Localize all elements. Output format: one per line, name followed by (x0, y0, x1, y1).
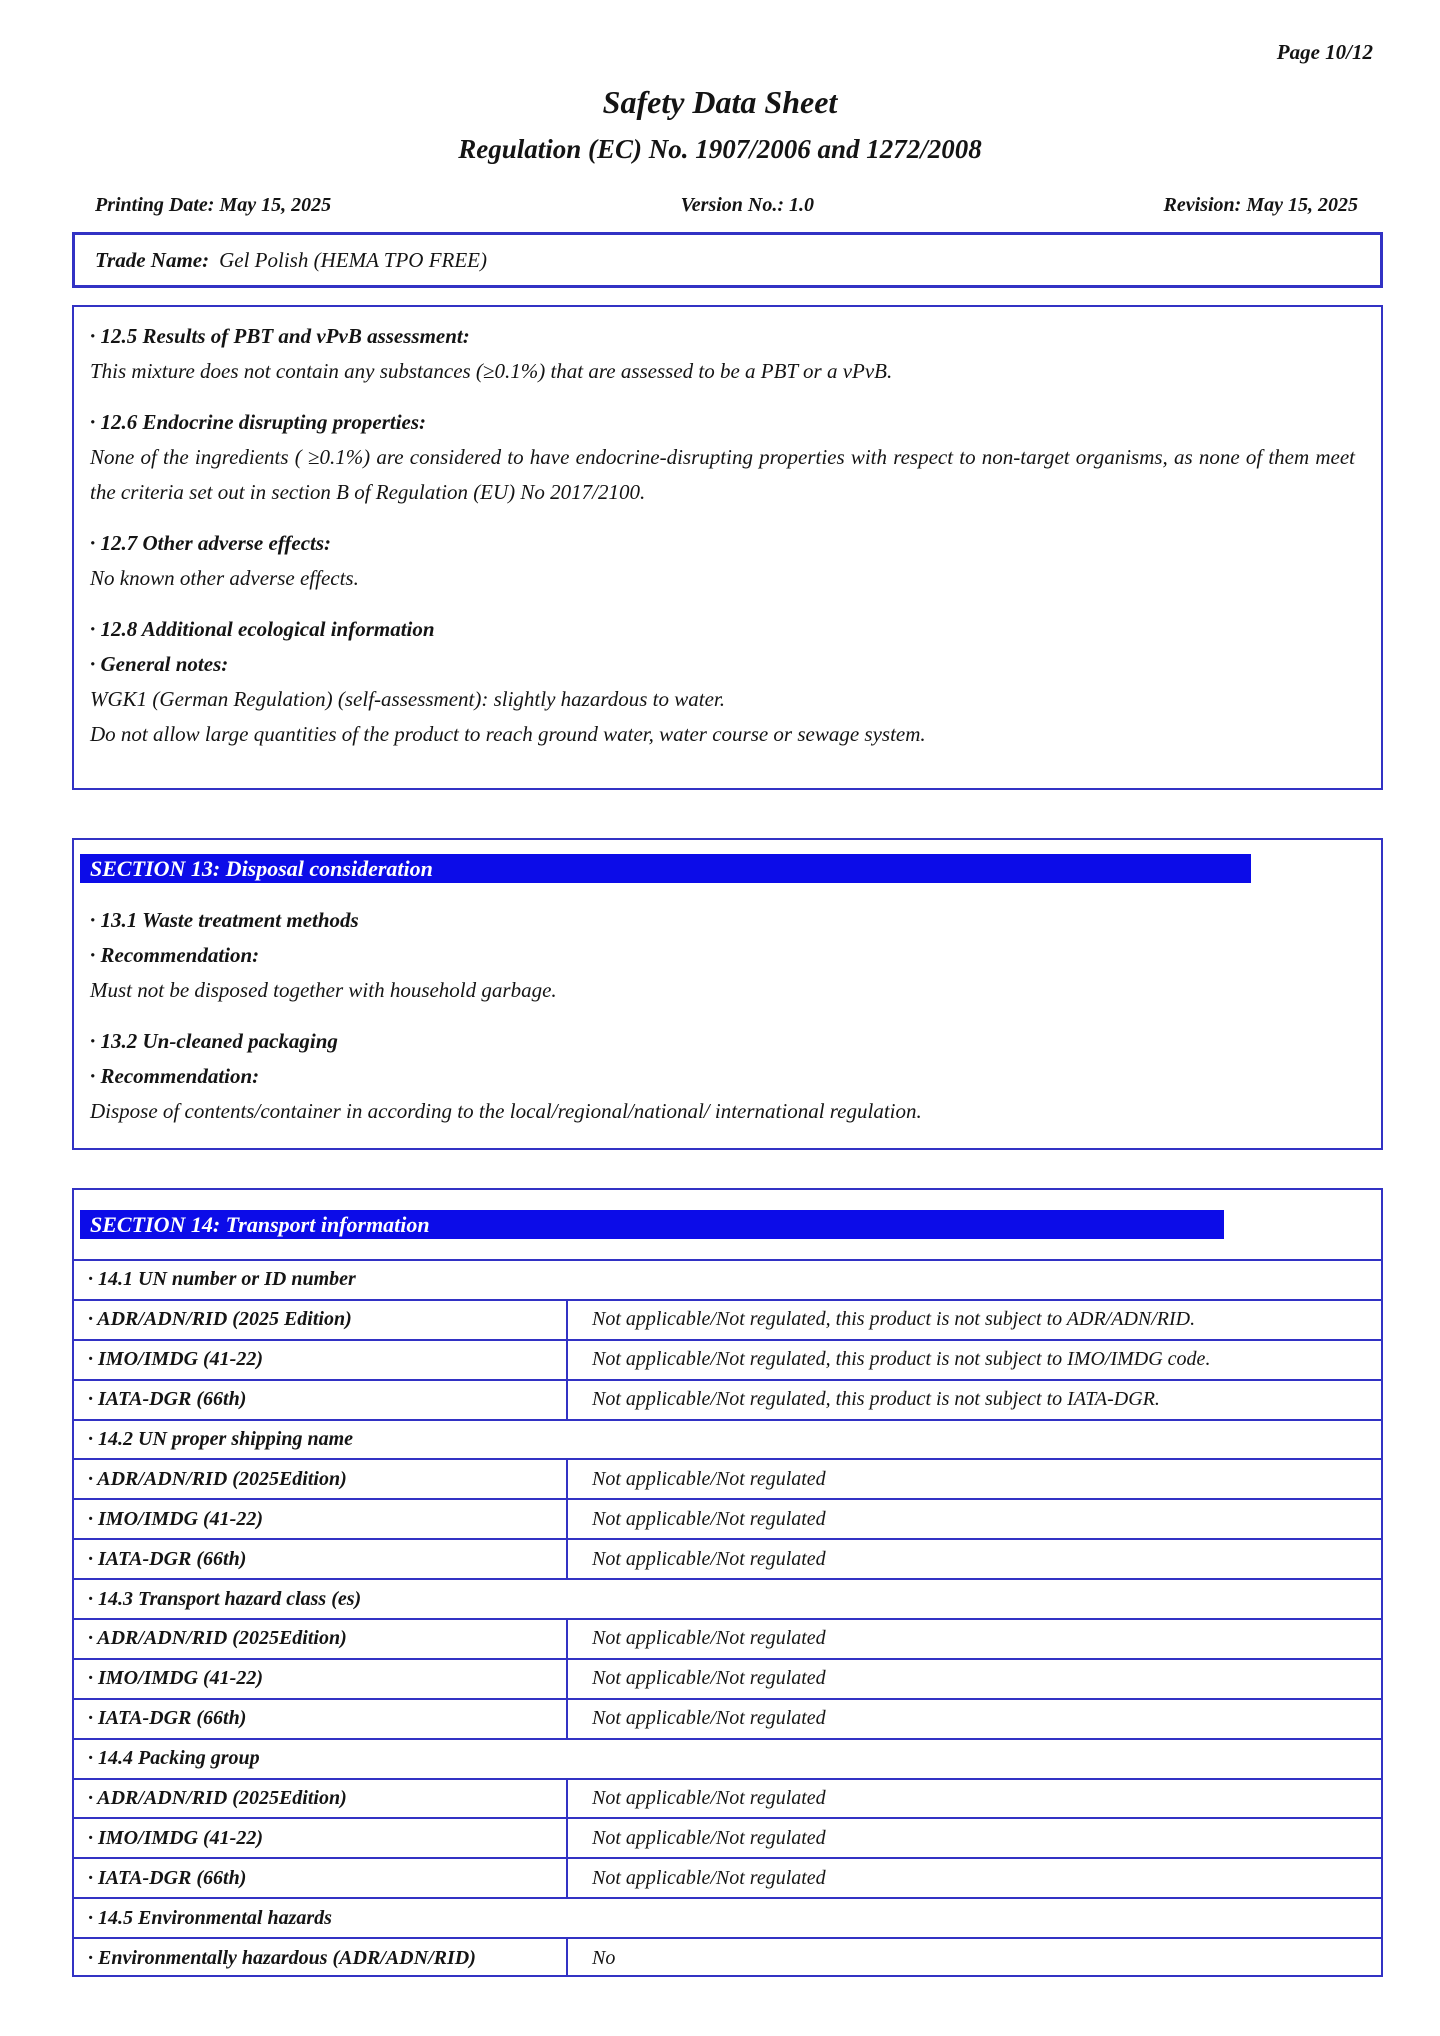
paragraph: None of the ingredients ( ≥0.1%) are considered to have endocrine-disrupting properties with respect to non-target organisms, as none of them meet the criteria set out in section B of Regulation (EU) No 2017/2100. (90, 445, 1355, 504)
row-label: · ADR/ADN/RID (2025Edition) (88, 1467, 347, 1490)
subsection-heading: · General notes: (90, 652, 229, 676)
revision-date: Revision: May 15, 2025 (1163, 194, 1358, 216)
section-13-content (74, 903, 1355, 1129)
subsection-heading: · 12.7 Other adverse effects: (90, 531, 332, 555)
row-label: · IMO/IMDG (41-22) (88, 1667, 263, 1690)
table-row (74, 1540, 1381, 1580)
paragraph: Do not allow large quantities of the product to reach ground water, water course or sewage system. (90, 722, 926, 746)
version-number: Version No.: 1.0 (680, 194, 815, 216)
transport-table (74, 1259, 1381, 1977)
table-row (74, 1859, 1381, 1899)
subsection-heading: · Recommendation: (90, 1064, 260, 1088)
row-value: Not applicable/Not regulated, this product is not subject to IMO/IMDG code. (566, 1341, 1381, 1379)
page-number: Page 10/12 (1276, 40, 1373, 64)
table-row (74, 1660, 1381, 1700)
subsection-heading: · 13.2 Un-cleaned packaging (90, 1029, 338, 1053)
row-value: No (566, 1939, 1381, 1977)
row-label: · IATA-DGR (66th) (88, 1388, 247, 1411)
printing-date: Printing Date: May 15, 2025 (95, 194, 332, 216)
row-group-heading: · 14.5 Environmental hazards (88, 1906, 332, 1929)
trade-name-box (72, 232, 1383, 288)
spacer (90, 596, 1355, 612)
subsection-heading: · 12.8 Additional ecological information (90, 617, 435, 641)
table-row (74, 1341, 1381, 1381)
row-group-heading: · 14.1 UN number or ID number (88, 1268, 356, 1291)
row-value: Not applicable/Not regulated (566, 1780, 1381, 1818)
table-row (74, 1780, 1381, 1820)
row-label: · IMO/IMDG (41-22) (88, 1348, 263, 1371)
section-14-box (72, 1188, 1383, 1977)
table-row (74, 1620, 1381, 1660)
paragraph: Must not be disposed together with household garbage. (90, 978, 557, 1002)
table-row (74, 1421, 1381, 1461)
row-value: Not applicable/Not regulated (566, 1819, 1381, 1857)
row-group-heading: · 14.2 UN proper shipping name (88, 1428, 354, 1450)
section-14-header-bar: SECTION 14: Transport information (80, 1210, 1224, 1239)
section-13-box (72, 838, 1383, 1150)
row-group-heading: · 14.3 Transport hazard class (es) (88, 1587, 362, 1610)
table-row (74, 1460, 1381, 1500)
section-12-box (72, 305, 1383, 790)
trade-name-value: Gel Polish (HEMA TPO FREE) (219, 247, 488, 272)
document-title: Safety Data Sheet (602, 84, 838, 120)
paragraph: WGK1 (German Regulation) (self-assessment): slightly hazardous to water. (90, 687, 726, 711)
subsection-heading: · 12.5 Results of PBT and vPvB assessment: (90, 324, 470, 348)
row-value: Not applicable/Not regulated (566, 1460, 1381, 1498)
table-row (74, 1899, 1381, 1939)
table-row (74, 1819, 1381, 1859)
row-label: · ADR/ADN/RID (2025Edition) (88, 1787, 347, 1810)
table-row (74, 1500, 1381, 1540)
paragraph: Dispose of contents/container in according to the local/regional/national/ international regulation. (90, 1099, 922, 1123)
row-value: Not applicable/Not regulated (566, 1660, 1381, 1698)
row-value: Not applicable/Not regulated (566, 1700, 1381, 1738)
table-row (74, 1740, 1381, 1780)
spacer (90, 510, 1355, 526)
row-label: · IATA-DGR (66th) (88, 1547, 247, 1570)
row-value: Not applicable/Not regulated (566, 1859, 1381, 1897)
spacer (90, 1008, 1355, 1024)
table-row (74, 1939, 1381, 1977)
table-row (74, 1580, 1381, 1620)
section-13-header-bar: SECTION 13: Disposal consideration (80, 854, 1251, 883)
row-label: · IMO/IMDG (41-22) (88, 1507, 263, 1530)
document-subtitle: Regulation (EC) No. 1907/2006 and 1272/2008 (458, 134, 982, 164)
row-value: Not applicable/Not regulated, this product is not subject to ADR/ADN/RID. (566, 1301, 1381, 1339)
spacer (90, 389, 1355, 405)
row-label: · IMO/IMDG (41-22) (88, 1826, 263, 1849)
row-value: Not applicable/Not regulated (566, 1620, 1381, 1658)
row-label: · IATA-DGR (66th) (88, 1866, 247, 1889)
row-label: · ADR/ADN/RID (2025 Edition) (88, 1308, 352, 1331)
row-label: · IATA-DGR (66th) (88, 1707, 247, 1730)
row-group-heading: · 14.4 Packing group (88, 1747, 260, 1770)
trade-name-label: Trade Name: (95, 247, 210, 272)
subsection-heading: · 12.6 Endocrine disrupting properties: (90, 410, 427, 434)
table-row (74, 1301, 1381, 1341)
table-row (74, 1700, 1381, 1740)
meta-row (95, 194, 1358, 217)
subsection-heading: · 13.1 Waste treatment methods (90, 908, 359, 932)
row-value: Not applicable/Not regulated (566, 1540, 1381, 1578)
row-value: Not applicable/Not regulated (566, 1500, 1381, 1538)
subsection-heading: · Recommendation: (90, 943, 260, 967)
paragraph: No known other adverse effects. (90, 566, 359, 590)
table-row (74, 1381, 1381, 1421)
paragraph: This mixture does not contain any substances (≥0.1%) that are assessed to be a PBT or a vPvB. (90, 359, 893, 383)
row-label: · ADR/ADN/RID (2025Edition) (88, 1627, 347, 1650)
row-value: Not applicable/Not regulated, this product is not subject to IATA-DGR. (566, 1381, 1381, 1419)
row-label: · Environmentally hazardous (ADR/ADN/RID) (88, 1946, 476, 1969)
table-row (74, 1261, 1381, 1301)
